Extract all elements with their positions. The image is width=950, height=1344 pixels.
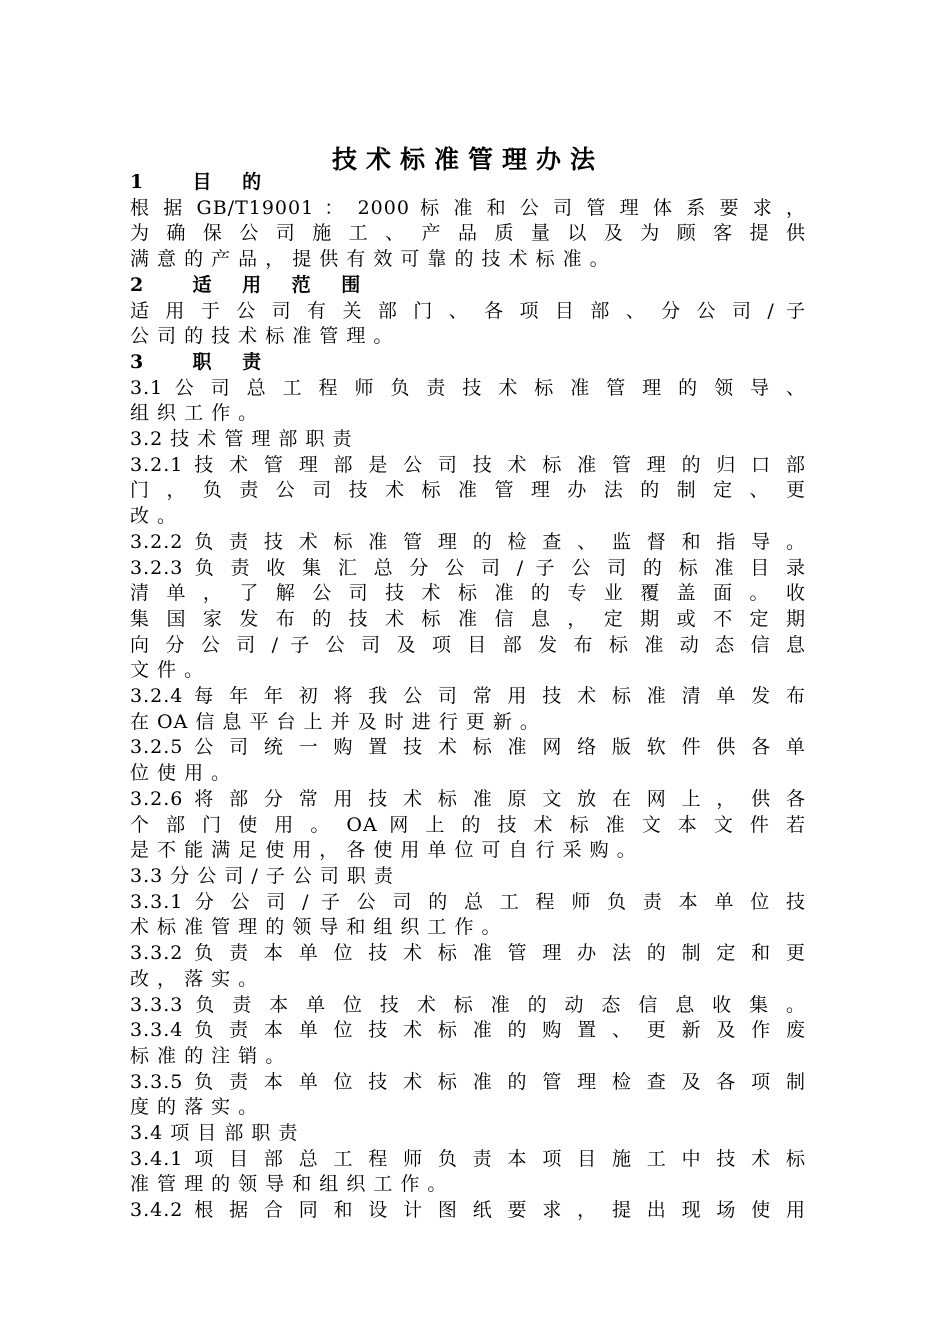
- paragraph-line: 文 件 。: [130, 659, 205, 682]
- paragraph-line: 满 意 的 产 品 ， 提 供 有 效 可 靠 的 技 术 标 准 。: [130, 248, 610, 271]
- paragraph-line: 3.3.5 负 责 本 单 位 技 术 标 准 的 管 理 检 查 及 各 项 制: [130, 1070, 806, 1093]
- paragraph-line: 位 使 用 。: [130, 762, 232, 785]
- paragraph-line: 3.3.2 负 责 本 单 位 技 术 标 准 管 理 办 法 的 制 定 和 更: [130, 942, 806, 965]
- paragraph-line: 3.4 项 目 部 职 责: [130, 1122, 299, 1145]
- paragraph-line: 为 确 保 公 司 施 工 、 产 品 质 量 以 及 为 顾 客 提 供: [130, 222, 806, 245]
- paragraph-line: 组 织 工 作 。: [130, 402, 259, 425]
- paragraph-line: 3.3.3 负 责 本 单 位 技 术 标 准 的 动 态 信 息 收 集 。: [130, 993, 806, 1016]
- paragraph-line: 是 不 能 满 足 使 用 ， 各 使 用 单 位 可 自 行 采 购 。: [130, 839, 637, 862]
- paragraph-line: 个 部 门 使 用 。 OA 网 上 的 技 术 标 准 文 本 文 件 若: [130, 813, 806, 836]
- paragraph-line: 3.4.2 根 据 合 同 和 设 计 图 纸 要 求 ， 提 出 现 场 使 用: [130, 1199, 806, 1222]
- paragraph-line: 集 国 家 发 布 的 技 术 标 准 信 息 ， 定 期 或 不 定 期: [130, 607, 806, 630]
- section-heading: 2 适 用 范 围: [130, 273, 373, 296]
- paragraph-line: 3.4.1 项 目 部 总 工 程 师 负 责 本 项 目 施 工 中 技 术 标: [130, 1147, 806, 1170]
- paragraph-line: 度 的 落 实 。: [130, 1096, 259, 1119]
- paragraph-line: 3.2.3 负 责 收 集 汇 总 分 公 司 / 子 公 司 的 标 准 目 录: [130, 556, 806, 579]
- paragraph-line: 3.2.2 负 责 技 术 标 准 管 理 的 检 查 、 监 督 和 指 导 。: [130, 530, 806, 553]
- paragraph-line: 改 。: [130, 505, 178, 528]
- paragraph-line: 3.2 技 术 管 理 部 职 责: [130, 428, 353, 451]
- paragraph-line: 3.2.6 将 部 分 常 用 技 术 标 准 原 文 放 在 网 上 ， 供 各: [130, 787, 806, 810]
- paragraph-line: 3.2.1 技 术 管 理 部 是 公 司 技 术 标 准 管 理 的 归 口 部: [130, 453, 806, 476]
- paragraph-line: 改 ， 落 实 。: [130, 967, 259, 990]
- paragraph-line: 适 用 于 公 司 有 关 部 门 、 各 项 目 部 、 分 公 司 / 子: [130, 299, 806, 322]
- paragraph-line: 在 OA 信 息 平 台 上 并 及 时 进 行 更 新 。: [130, 710, 540, 733]
- paragraph-line: 门 ， 负 责 公 司 技 术 标 准 管 理 办 法 的 制 定 、 更: [130, 479, 806, 502]
- paragraph-line: 3.2.5 公 司 统 一 购 置 技 术 标 准 网 络 版 软 件 供 各 单: [130, 736, 806, 759]
- section-heading: 3 职 责: [130, 350, 274, 373]
- paragraph-line: 3.3.1 分 公 司 / 子 公 司 的 总 工 程 师 负 责 本 单 位 技: [130, 890, 806, 913]
- paragraph-line: 准 管 理 的 领 导 和 组 织 工 作 。: [130, 1173, 448, 1196]
- paragraph-line: 公 司 的 技 术 标 准 管 理 。: [130, 325, 394, 348]
- paragraph-line: 根 据 GB/T19001 ： 2000 标 准 和 公 司 管 理 体 系 要 求 ，: [130, 196, 806, 219]
- paragraph-line: 标 准 的 注 销 。: [130, 1044, 286, 1067]
- document-body: [130, 170, 806, 1224]
- paragraph-line: 3.3 分 公 司 / 子 公 司 职 责: [130, 864, 394, 887]
- paragraph-line: 3.1 公 司 总 工 程 师 负 责 技 术 标 准 管 理 的 领 导 、: [130, 376, 806, 399]
- paragraph-line: 3.3.4 负 责 本 单 位 技 术 标 准 的 购 置 、 更 新 及 作 废: [130, 1019, 806, 1042]
- document-title: 技术标准管理办法: [331, 145, 604, 174]
- paragraph-line: 3.2.4 每 年 年 初 将 我 公 司 常 用 技 术 标 准 清 单 发 布: [130, 685, 806, 708]
- paragraph-line: 清 单 ， 了 解 公 司 技 术 标 准 的 专 业 覆 盖 面 。 收: [130, 582, 806, 605]
- section-heading: 1 目 的: [130, 171, 274, 193]
- paragraph-line: 向 分 公 司 / 子 公 司 及 项 目 部 发 布 标 准 动 态 信 息: [130, 633, 806, 656]
- paragraph-line: 术 标 准 管 理 的 领 导 和 组 织 工 作 。: [130, 916, 502, 939]
